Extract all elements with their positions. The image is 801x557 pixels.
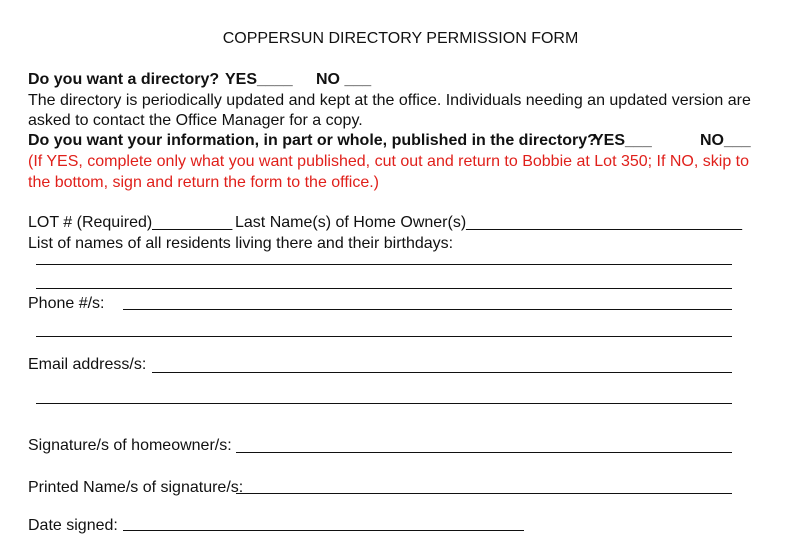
directory-no-option[interactable]: NO ___ — [316, 71, 372, 88]
date-signed-line[interactable] — [123, 530, 524, 531]
publish-no-option[interactable]: NO___ — [700, 132, 751, 149]
directory-question: Do you want a directory? — [28, 71, 220, 88]
directory-yes-option[interactable]: YES____ — [225, 71, 293, 88]
info-line-1: The directory is periodically updated and kept at the office. Individuals needing an updated version are — [28, 92, 751, 109]
signature-label: Signature/s of homeowner/s: — [28, 437, 232, 454]
last-name-field[interactable]: Last Name(s) of Home Owner(s)_______________________________ — [235, 214, 743, 231]
printed-name-label: Printed Name/s of signature/s: — [28, 479, 244, 496]
residents-line-1[interactable] — [36, 264, 732, 265]
lot-number-field[interactable]: LOT # (Required)_________ — [28, 214, 233, 231]
info-line-2: asked to contact the Office Manager for a copy. — [28, 112, 363, 129]
email-line-2[interactable] — [36, 403, 732, 404]
residents-line-2[interactable] — [36, 288, 732, 289]
instruction-note-line-1: (If YES, complete only what you want published, cut out and return to Bobbie at Lot 350; If NO, skip to — [28, 153, 750, 170]
publish-yes-option[interactable]: YES___ — [593, 132, 652, 149]
signature-line[interactable] — [236, 452, 732, 453]
printed-name-line[interactable] — [236, 493, 732, 494]
email-label: Email address/s: — [28, 356, 147, 373]
instruction-note-line-2: the bottom, sign and return the form to the office.) — [28, 174, 380, 191]
email-line-1[interactable] — [152, 372, 732, 373]
phone-line-2[interactable] — [36, 336, 732, 337]
phone-line-1[interactable] — [123, 309, 732, 310]
phone-label: Phone #/s: — [28, 295, 105, 312]
publish-question: Do you want your information, in part or whole, published in the directory? — [28, 132, 597, 149]
date-signed-label: Date signed: — [28, 517, 118, 534]
form-title: COPPERSUN DIRECTORY PERMISSION FORM — [222, 30, 579, 47]
residents-label: List of names of all residents living there and their birthdays: — [28, 235, 454, 252]
